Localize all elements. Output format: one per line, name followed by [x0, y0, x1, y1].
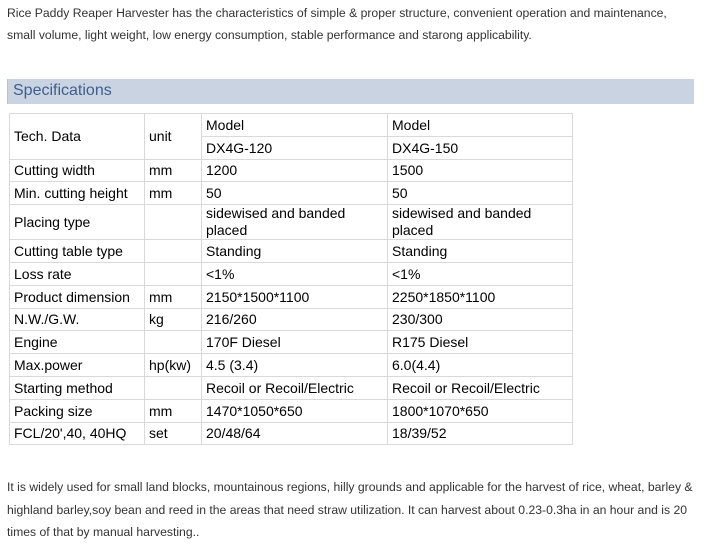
row-value-model-a: 2150*1500*1100 — [202, 285, 388, 308]
row-value-model-a: 4.5 (3.4) — [202, 354, 388, 377]
row-unit: set — [145, 422, 202, 445]
row-value-model-a: 20/48/64 — [202, 422, 388, 445]
specifications-header-bar — [7, 79, 694, 104]
row-unit: mm — [145, 399, 202, 422]
row-value-model-a: 1200 — [202, 159, 388, 182]
header-unit: unit — [145, 114, 202, 160]
table-row — [10, 262, 573, 285]
row-value-model-a: 1470*1050*650 — [202, 399, 388, 422]
row-value-model-a: 50 — [202, 182, 388, 205]
row-name: Min. cutting height — [10, 182, 145, 205]
table-row — [10, 399, 573, 422]
row-value-model-b: 50 — [388, 182, 573, 205]
header-model-label-a: Model — [202, 114, 388, 137]
table-row — [10, 422, 573, 445]
specifications-table — [9, 113, 573, 445]
row-unit: mm — [145, 159, 202, 182]
header-tech-data: Tech. Data — [10, 114, 145, 160]
row-value-model-b: 18/39/52 — [388, 422, 573, 445]
row-value-model-b: <1% — [388, 262, 573, 285]
table-row — [10, 205, 573, 240]
row-value-model-b: 2250*1850*1100 — [388, 285, 573, 308]
row-name: Product dimension — [10, 285, 145, 308]
row-value-model-a: 216/260 — [202, 308, 388, 331]
row-unit: kg — [145, 308, 202, 331]
row-name: Starting method — [10, 376, 145, 399]
row-value-model-b: Standing — [388, 240, 573, 263]
row-name: Cutting table type — [10, 240, 145, 263]
row-name: FCL/20',40, 40HQ — [10, 422, 145, 445]
row-value-model-a: Recoil or Recoil/Electric — [202, 376, 388, 399]
table-row — [10, 159, 573, 182]
row-unit — [145, 376, 202, 399]
table-row — [10, 182, 573, 205]
row-name: N.W./G.W. — [10, 308, 145, 331]
row-name: Engine — [10, 331, 145, 354]
intro-paragraph: Rice Paddy Reaper Harvester has the characteristics of simple & proper structure, convenient operation and maintenance, small volume, light weight, low energy consumption, stable performance and starong applicability. — [7, 6, 667, 42]
row-unit: mm — [145, 285, 202, 308]
table-row — [10, 285, 573, 308]
row-name: Max.power — [10, 354, 145, 377]
header-model-b: DX4G-150 — [388, 136, 573, 159]
row-value-model-a: Standing — [202, 240, 388, 263]
row-value-model-b: 1500 — [388, 159, 573, 182]
header-model-a: DX4G-120 — [202, 136, 388, 159]
row-unit: mm — [145, 182, 202, 205]
row-value-model-b: 230/300 — [388, 308, 573, 331]
row-value-model-a: <1% — [202, 262, 388, 285]
row-name: Cutting width — [10, 159, 145, 182]
table-row — [10, 354, 573, 377]
table-row — [10, 376, 573, 399]
header-model-label-b: Model — [388, 114, 573, 137]
table-row — [10, 331, 573, 354]
table-header-row — [10, 114, 573, 137]
usage-paragraph: It is widely used for small land blocks, mountainous regions, hilly grounds and applicable for the harvest of rice, wheat, barley & highland barley,soy bean and reed in the areas that need straw utilization. It can harvest about 0.23-0.3ha in an hour and is 20 times of that by manual harvesting.. — [7, 480, 693, 539]
row-name: Placing type — [10, 205, 145, 240]
row-value-model-a: sidewised and banded placed — [202, 205, 388, 240]
row-value-model-b: 6.0(4.4) — [388, 354, 573, 377]
row-unit — [145, 205, 202, 240]
row-unit — [145, 262, 202, 285]
table-row — [10, 240, 573, 263]
row-unit: hp(kw) — [145, 354, 202, 377]
row-value-model-b: R175 Diesel — [388, 331, 573, 354]
table-row — [10, 308, 573, 331]
row-name: Loss rate — [10, 262, 145, 285]
row-value-model-a: 170F Diesel — [202, 331, 388, 354]
section-title: Specifications — [13, 82, 112, 99]
row-value-model-b: Recoil or Recoil/Electric — [388, 376, 573, 399]
row-unit — [145, 331, 202, 354]
row-unit — [145, 240, 202, 263]
row-value-model-b: sidewised and banded placed — [388, 205, 573, 240]
row-value-model-b: 1800*1070*650 — [388, 399, 573, 422]
row-name: Packing size — [10, 399, 145, 422]
